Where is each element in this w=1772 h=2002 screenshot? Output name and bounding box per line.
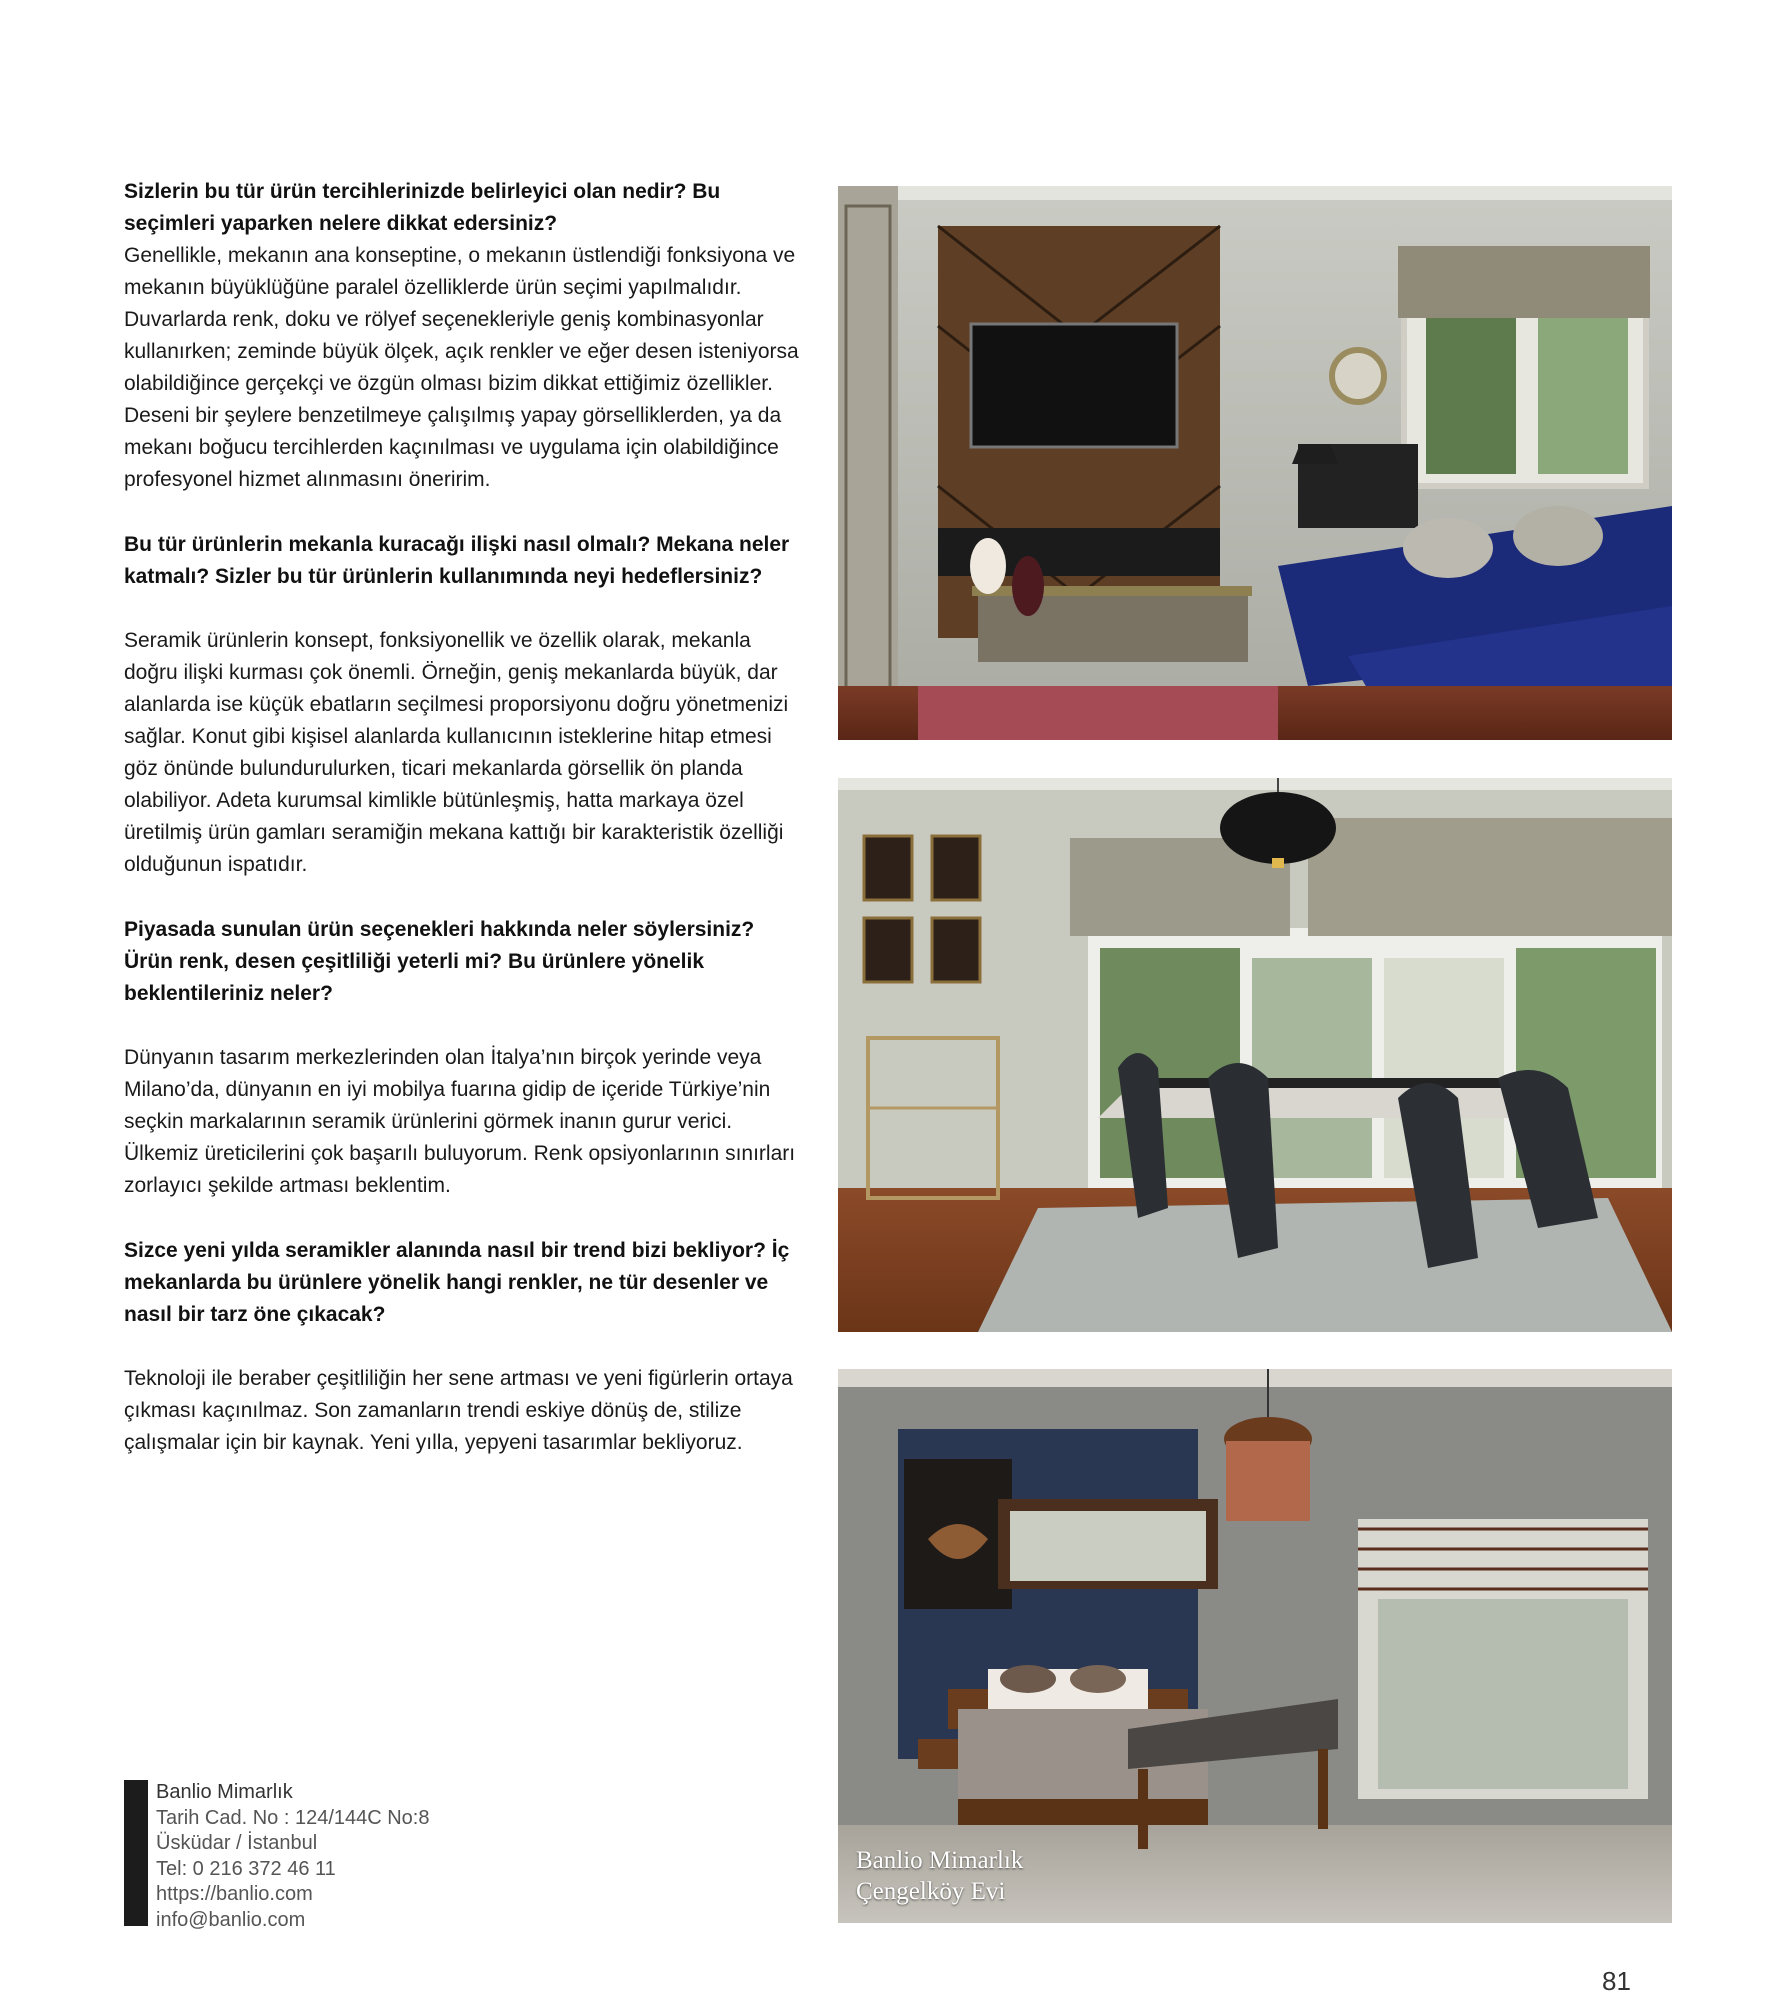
- page-number: 81: [1602, 1966, 1631, 1996]
- contact-address-city: Üsküdar / İstanbul: [156, 1832, 318, 1854]
- living-room-illustration: [838, 186, 1672, 740]
- contact-block: [124, 1780, 430, 1933]
- qa-block-3: [124, 914, 804, 1202]
- caption-line-project: Çengelköy Evi: [856, 1878, 1006, 1905]
- qa-block-4: [124, 1235, 804, 1459]
- answer-1: Genellikle, mekanın ana konseptine, o mekanın üstlendiği fonksiyona ve mekanın büyüklüğüne paralel özelliklerde ürün seçimi yapılmalıdır. Duvarlarda renk, doku ve rölyef seçenekleriyle geniş kombinasyonlar kullanırken; zeminde büyük ölçek, açık renkler ve eğer desen isteniyorsa olabildiğince gerçekçi ve özgün olması bizim dikkat ettiğimiz özellikler. Deseni bir şeylere benzetilmeye çalışılmış yapay görselliklerden, ya da mekanı boğucu tercihlerden kaçınılması ve uygulama için olabildiğince profesyonel hizmet alınmasını öneririm.: [124, 244, 799, 491]
- dining-room-illustration: [838, 778, 1672, 1332]
- question-2: Bu tür ürünlerin mekanla kuracağı ilişki nasıl olmalı? Mekana neler katmalı? Sizler bu tür ürünlerin kullanımında neyi hedeflersiniz?: [124, 533, 790, 588]
- caption-line-firm: Banlio Mimarlık: [856, 1847, 1024, 1874]
- question-3: Piyasada sunulan ürün seçenekleri hakkında neler söylersiniz? Ürün renk, desen çeşitliliği yeterli mi? Bu ürünlere yönelik beklentileriniz neler?: [124, 918, 755, 1005]
- question-4: Sizce yeni yılda seramikler alanında nasıl bir trend bizi bekliyor? İç mekanlarda bu ürünlere yönelik hangi renkler, ne tür desenler ve nasıl bir tarz öne çıkacak?: [124, 1239, 790, 1326]
- photo-bedroom: [838, 1369, 1672, 1923]
- qa-block-2: [124, 529, 804, 881]
- contact-accent-bar: [124, 1780, 148, 1926]
- qa-block-1: [124, 176, 804, 496]
- photo-caption: [856, 1845, 1023, 1907]
- contact-email[interactable]: info@banlio.com: [156, 1908, 306, 1931]
- answer-4: Teknoloji ile beraber çeşitliliğin her sene artması ve yeni figürlerin ortaya çıkması kaçınılmaz. Son zamanların trendi eskiye dönüş de, stilize çalışmalar için bir kaynak. Yeni yılla, yepyeni tasarımlar bekliyoruz.: [124, 1367, 793, 1454]
- answer-2: Seramik ürünlerin konsept, fonksiyonellik ve özellik olarak, mekanla doğru ilişki kurması çok önemli. Örneğin, geniş mekanlarda büyük, dar alanlarda ise küçük ebatların seçilmesi proporsiyonu doğru yönetmenizi sağlar. Konut gibi kişisel alanlarda kullanıcının isteklerine hitap etmesi göz önünde bulundurulurken, ticari mekanlarda görsellik ön planda olabiliyor. Adeta kurumsal kimlikle bütünleşmiş, hatta markaya özel üretilmiş ürün gamları seramiğin mekana kattığı bir karakteristik özelliği olduğunun ispatıdır.: [124, 629, 789, 876]
- bedroom-illustration: [838, 1369, 1672, 1923]
- photo-dining-room: [838, 778, 1672, 1332]
- question-1: Sizlerin bu tür ürün tercihlerinizde belirleyici olan nedir? Bu seçimleri yaparken nelere dikkat edersiniz?: [124, 180, 721, 235]
- article-text-column: [124, 176, 804, 1492]
- contact-phone: Tel: 0 216 372 46 11: [156, 1857, 336, 1880]
- answer-3: Dünyanın tasarım merkezlerinden olan İtalya’nın birçok yerinde veya Milano’da, dünyanın en iyi mobilya fuarına gidip de içeride Türkiye’nin seçkin markalarının seramik ürünlerini görmek inanın gurur verici. Ülkemiz üreticilerini çok başarılı buluyorum. Renk opsiyonlarının sınırları zorlayıcı şekilde artması beklentim.: [124, 1046, 796, 1197]
- contact-address-street: Tarih Cad. No : 124/144C No:8: [156, 1806, 430, 1829]
- contact-name: Banlio Mimarlık: [156, 1781, 293, 1803]
- photo-living-room: [838, 186, 1672, 740]
- contact-website[interactable]: https://banlio.com: [156, 1883, 313, 1905]
